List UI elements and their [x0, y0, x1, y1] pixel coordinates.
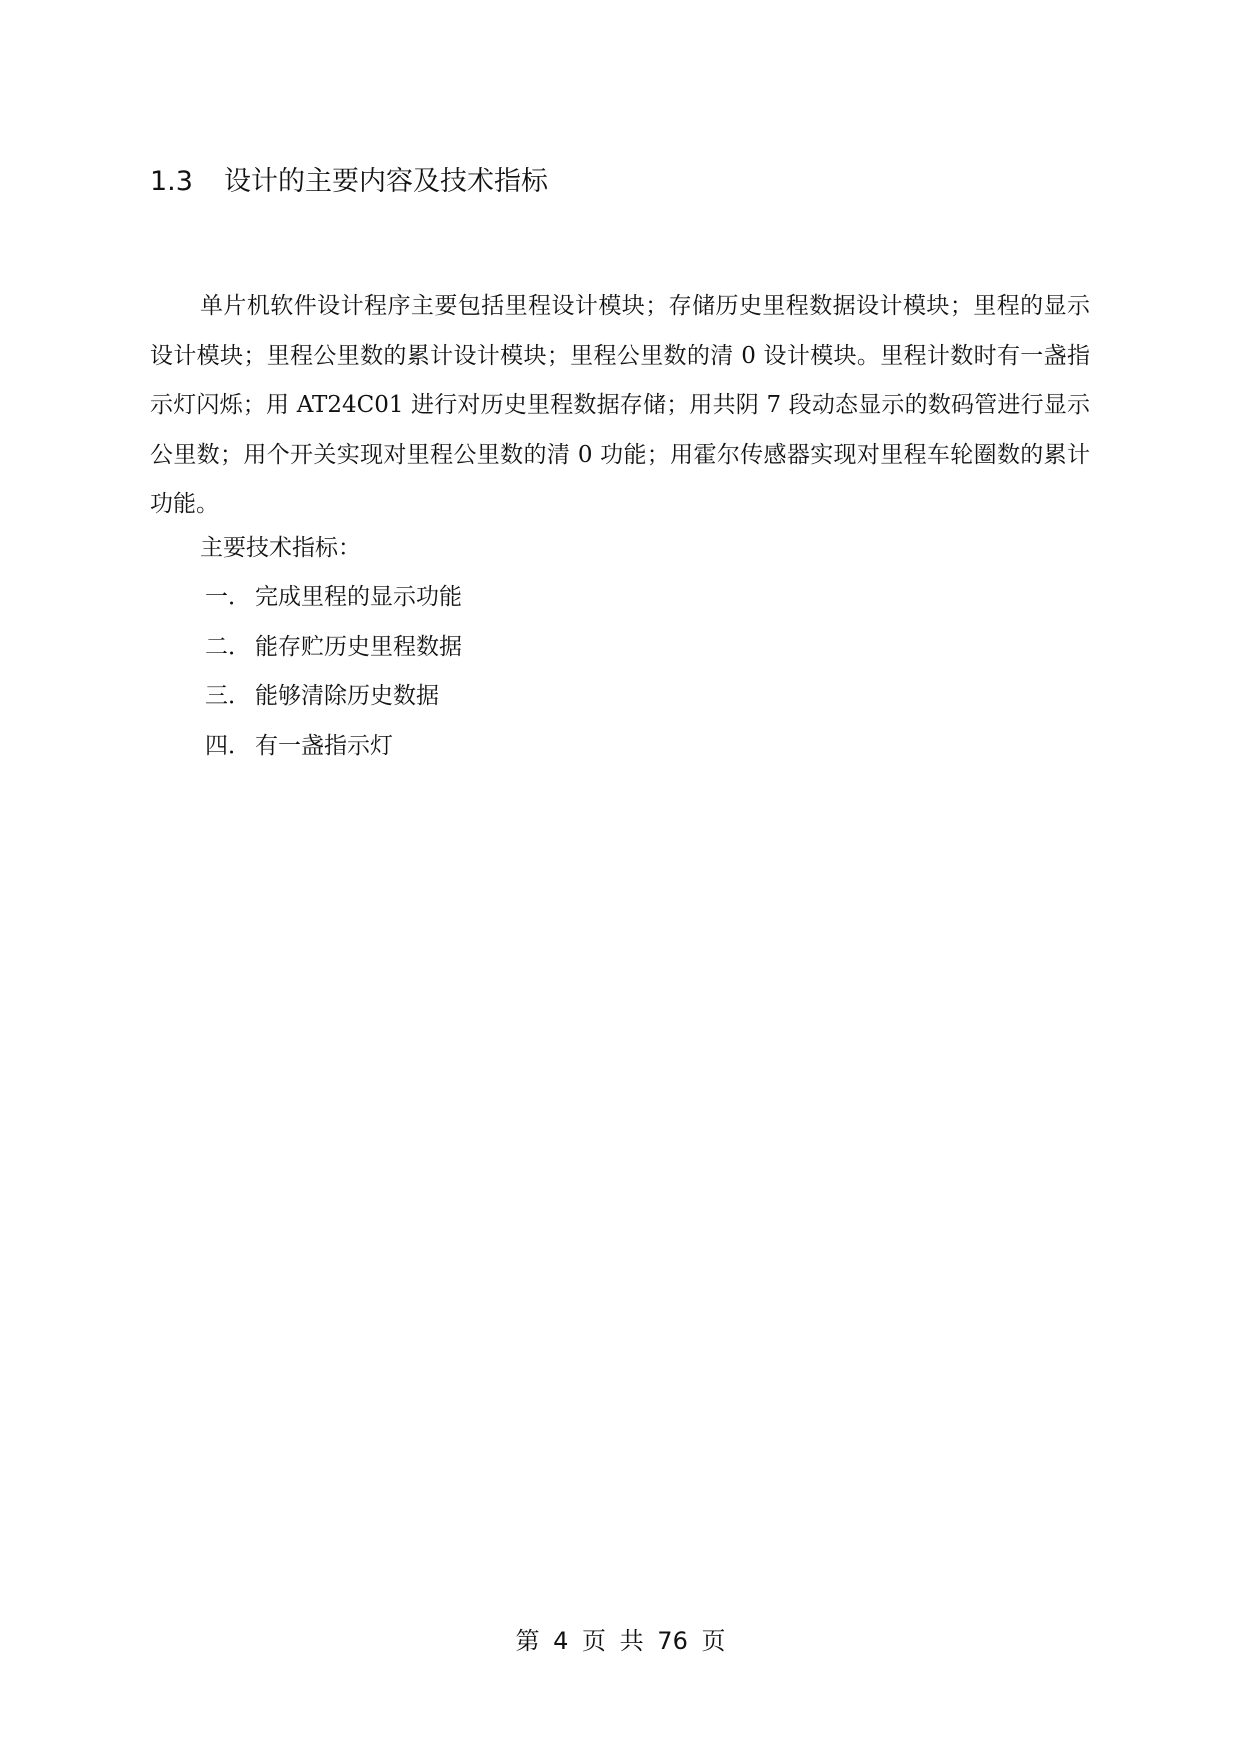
list-item — [205, 676, 462, 726]
list-item — [205, 627, 462, 677]
section-number: 1.3 — [150, 166, 193, 197]
list-item-marker: 一． — [205, 584, 251, 610]
list-item-text: 完成里程的显示功能 — [255, 584, 462, 610]
page-footer: 第 4 页 共 76 页 — [515, 1627, 726, 1655]
list-item-marker: 二． — [205, 633, 251, 660]
list-item — [205, 577, 462, 627]
list-item-marker: 三． — [205, 683, 251, 709]
list-item — [205, 726, 462, 776]
list-item-text: 能存贮历史里程数据 — [255, 633, 462, 660]
section-title: 设计的主要内容及技术指标 — [224, 166, 548, 197]
indicators-lead: 主要技术指标： — [200, 535, 361, 561]
list-item-text: 能够清除历史数据 — [255, 683, 439, 709]
section-heading — [150, 162, 548, 202]
body-paragraph: 单片机软件设计程序主要包括里程设计模块；存储历史里程数据设计模块；里程的显示设计模块；里程公里数的累计设计模块；里程公里数的清 0 设计模块。里程计数时有一盏指示灯闪烁；用 AT24C01 进行对历史里程数据存储；用共阴 7 段动态显示的数码管进行显示公里数；用个开关实现对里程公里数的清 0 功能；用霍尔传感器实现对里程车轮圈数的累计功能。 — [150, 293, 1090, 517]
list-item-marker: 四． — [205, 732, 251, 759]
indicators-list — [205, 577, 462, 775]
list-item-text: 有一盏指示灯 — [255, 732, 393, 759]
